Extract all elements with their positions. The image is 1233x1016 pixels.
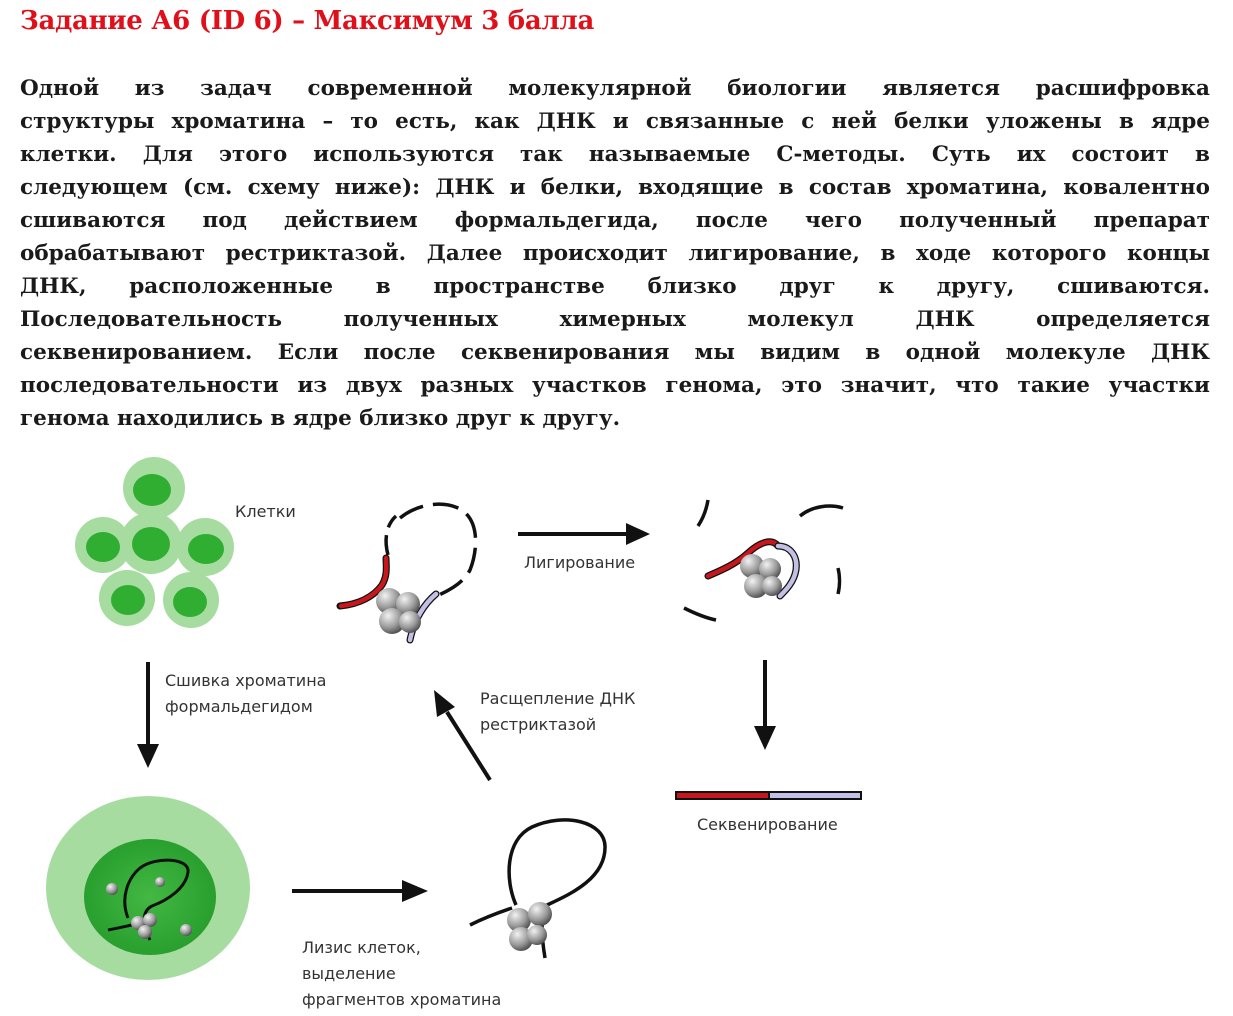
chromatin-fragment [470,820,605,958]
paragraph-line: генома находились в ядре близко друг к другу. [20,406,621,431]
paragraph-line: ДНК, расположенные в пространстве близко друг к другу, сшиваются. [20,274,1210,299]
paragraph-line: последовательности из двух разных участков генома, это значит, что такие участки [20,373,1210,398]
paragraph-line: Одной из задач современной молекулярной биологии является расшифровка [20,76,1210,101]
crosslink-arrow [137,662,159,768]
paragraph-line: следующем (см. схему ниже): ДНК и белки, входящие в состав хроматина, ковалентно [20,175,1210,200]
lysis-arrow [292,880,428,902]
ligated-fragment [684,500,843,620]
cell [123,457,185,519]
cell [120,512,182,574]
paragraph-line: клетки. Для этого используются так называемые C-методы. Суть их состоит в [20,142,1210,167]
digest-label: Расщепление ДНК рестриктазой [480,689,636,734]
lysis-label: Лизис клеток, выделение фрагментов хроматина [302,938,502,1009]
ligation-arrow [518,523,650,545]
paragraph-line: Последовательность полученных химерных молекул ДНК определяется [20,307,1210,332]
crosslink-label: Сшивка хроматина формальдегидом [165,671,327,716]
paragraph-line: секвенированием. Если после секвенирования мы видим в одной молекуле ДНК [20,340,1210,365]
cell [99,570,155,626]
cells-label: Клетки [235,502,296,521]
paragraph-line: обрабатывают рестриктазой. Далее происходит лигирование, в ходе которого концы [20,241,1210,266]
digested-fragment [340,504,476,640]
cell [163,572,219,628]
cells-cluster [75,457,234,628]
task-title: Задание А6 (ID 6) – Максимум 3 балла [20,6,594,36]
paragraph-line: сшиваются под действием формальдегида, после чего полученный препарат [20,208,1210,233]
ligation-label: Лигирование [524,553,636,572]
paragraph-line: структуры хроматина – то есть, как ДНК и связанные с ней белки уложены в ядре [20,109,1210,134]
sequencing-read [675,791,862,800]
sequencing-label: Секвенирование [697,815,838,834]
cell [176,518,234,576]
crosslinked-cell [46,796,250,980]
sequencing-arrow [754,660,776,750]
